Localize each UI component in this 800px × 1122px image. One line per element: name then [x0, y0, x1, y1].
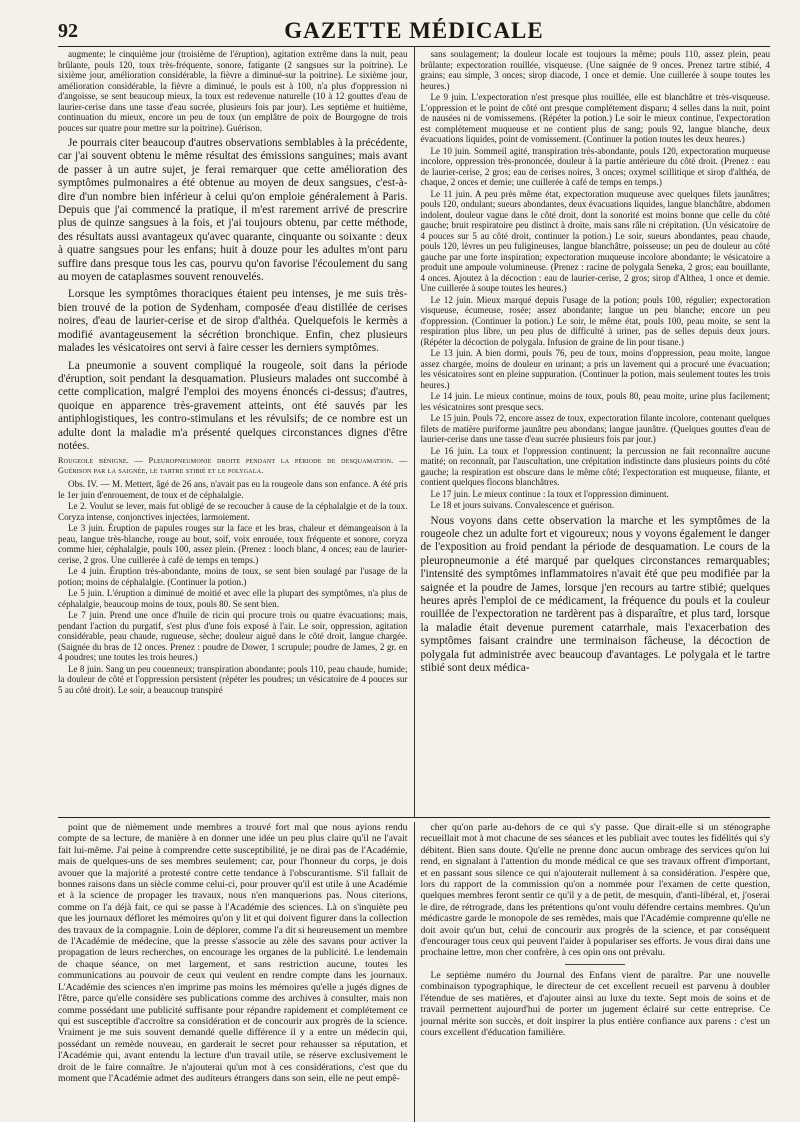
case-entry: Le 12 juin. Mieux marqué depuis l'usage de la potion; pouls 100, régulier; expectoration visqueuse, écumeuse, rosée; assez abondante; langue un peu blanche; encore un peu d'oppression. (Continuer la potion.) Le soir, le même état, pouls 100, peau moite, se sent la respiration plus libre, un peu plus de difficulté à uriner, pas de selles depuis deux jours. (Répéter la décoction de polygala. Infusion de graine de lin pour tisane.): [420, 294, 770, 347]
paragraph: augmente; le cinquième jour (troisième de l'éruption), agitation extrême dans la nuit, peau brûlante, pouls 120, toux très-fréquente, sonore, fatigante (2 sangsues sur la poitrine). Le sixième jour, amélioration considérable, la fièvre a diminué-sur la poitrine). Le sixième jour, amélioration considérable, la fièvre a diminué, le pouls est à 100, n'a plus d'oppression ni d'angoisse, se sent beaucoup mieux, la toux est redevenue naturelle (10 à 12 gouttes d'eau de laurier-cerise dans une tasse d'eau sucrée, plusieurs fois par jour). Les septième et huitième, continuation du mieux, encore un peu de toux (un emplâtre de poix de Bourgogne de trois pouces sur quatre pour mettre sur la poitrine). Guérison.: [58, 49, 408, 133]
paragraph: cher qu'on parle au-dehors de ce qui s'y passe. Que dirait-elle si un sténographe recueillait mot à mot chacune de ses séances et les publiait avec toutes les fidélités qui s'y débitent. Bien sans doute. Qu'elle ne prenne donc aucun ombrage des services qu'on lui rend, en signalant à l'attention du monde médical ce que ses travaux offrent d'important, et en passant sous silence ce qui n'ajouterait nullement à sa considération. J'espère que, lors du rapport de la commission qu'on a nommée pour l'examen de cette question, quelques membres feront sentir ce qu'il y a de petit, de mesquin, d'anti-libéral, et, j'oserai le dire, de rétrograde, dans les prétentions qu'ont voulu défendre certains membres. Qu'un médicastre garde le monopole de ses remèdes, mais que l'Académie comprenne qu'elle ne doit avoir qu'un but, celui de concourir aux progrès de la science, et par conséquent d'encourager tous ceux qui peuvent l'aider à populariser ses efforts. Je vous dirai dans une prochaine lettre, mon cher confrère, à ces opin ons ont prévalu.: [420, 822, 770, 959]
journal-title: GAZETTE MÉDICALE: [284, 18, 544, 43]
case-entry: Le 3 juin. Éruption de papules rouges sur la face et les bras, chaleur et démangeaison à la peau, langue très-blanche, rouge au bout, soif, voix enrouée, toux fréquente et sonore, coryza comme hier, céphalalgie, pouls 100, assez plein. (Prenez : looch blanc, 4 onces; eau de laurier-cerise, 2 gros. Une cuillerée à café de temps en temps.): [58, 523, 408, 565]
case-entry: sans soulagement; la douleur locale est toujours la même; pouls 110, assez plein, peau brûlante; expectoration rouillée, visqueuse. (Une saignée de 9 onces. Prenez tartre stibié, 4 grains; eau simple, 3 onces; sirop diacode, 1 once et demie. Une cuillerée à soupe toutes les heures.): [420, 49, 770, 91]
case-entry: Le 18 et jours suivans. Convalescence et guérison.: [430, 500, 615, 510]
case-entry: Le 14 juin. Le mieux continue, moins de toux, pouls 80, peau moite, urine plus facilement; les vésicatoires sont presque secs.: [420, 391, 770, 412]
article-columns: [58, 47, 770, 818]
paragraph: Lorsque les symptômes thoraciques étaient peu intenses, je me suis très-bien trouvé de la potion de Sydenham, composée d'eau distillée de cerises noires, d'eau de laurier-cerise et de sirop d'althéa. Quelquefois le kermès a modifié avantageusement la sécrétion bronchique. Enfin, chez plusieurs malades les vésicatoires ont servi à faire cesser les derniers symptômes.: [58, 288, 408, 355]
divider: [565, 964, 625, 965]
page-header: [58, 14, 770, 47]
feuilleton-section: [58, 818, 770, 1122]
case-entry: Le 9 juin. L'expectoration n'est presque plus rouillée, elle est blanchâtre et très-visqueuse. L'oppression et le point de côté ont presque complétement disparu; 4 selles dans la nuit, point de nausées ni de vomissemens. (Répéter la potion.) Le soir le mieux continue, l'expectoration est complétement muqueuse et ne contient plus de sang; pouls 92, langue blanche, deux évacuations liquides, point de vomissement. (Continuer la potion toutes les deux heures.): [420, 92, 770, 144]
case-entry: Le 7 juin. Prend une once d'huile de ricin qui procure trois ou quatre évacuations; mais, pendant l'action du purgatif, s'est plus d'une fois exposé à l'air. Le soir, oppression, agitation considérable, peau chaude, rugueuse, sèche; douleur aiguë dans le côté droit, langue chargée. (Saignée du bras de 12 onces. Prenez : poudre de Dower, 1 scrupule; poudre de James, 2 gr. en 4 poudres; une toutes les trois heures.): [58, 610, 408, 663]
case-entry: Le 2. Voulut se lever, mais fut obligé de se recoucher à cause de la céphalalgie et de la toux. Coryza intense, conjonctives injectées, larmoiement.: [58, 501, 408, 522]
case-entry: Le 8 juin. Sang un peu couenneux; transpiration abondante; pouls 110, peau chaude, humide; la douleur de côté et l'oppression persistent (répéter les poudres; un vésicatoire de 4 pouces sur 5 au côté droit). Le soir, a beaucoup transpiré: [58, 663, 408, 695]
paragraph: point que de nièmement unde membres a trouvé fort mal que nous ayions rendu compte de sa lecture, de manière à en donner une idée un peu plus claire qu'il ne l'avait fait lui-même. J'ai peine à comprendre cette susceptibilité, je ne dirai pas de l'Académie, mais de quelques-uns de ses membres seulement; car, pour l'honneur du corps, je dois avouer que la majorité a protesté contre cette tendance à l'obscurantisme. S'il fallait de bonnes raisons dans un siècle comme celui-ci, pour prouver qu'il est utile à une Académie et à la science de propager les travaux, nous n'en manquerions pas. Nous citerions, comme on l'a déjà fait, ce qui se passe à l'Académie des sciences. Là on s'inquiète peu que les journaux défloret les mémoires qu'on y lit et qui doivent figurer dans la collection des travaux de la compagnie. Loin de déplorer, comme l'a dit si heureusement un membre de l'Académie de médecine, que la presse s'associe au zèle des savans pour activer la propagation de leurs recherches, on encourage les organes de la publicité. Le lendemain de chaque séance, on met largement, et sans restriction aucune, toutes les communications au pouvoir de ceux qui veulent en rendre compte dans les journaux. L'Académie des sciences n'en imprime pas moins les mémoires qu'elle a jugés dignes de l'être, parce qu'elle considère ses publications comme des archives à consulter, mais non comme possédant une publicité suffisante pour répandre rapidement et complétement ce qui est susceptible d'accroître sa considération et de concourir aux progrès de la science. Vraiment je me suis souvent demandé quelle différence il y a entre un médecin qui, possédant un remède nouveau, en garderait le secret pour rehausser sa réputation, et l'Académie qui, avant entendu la lecture d'un travail utile, se réserve exclusivement le droit de le faire connaître. Je n'ajouterai qu'un mot à ces considérations, c'est que du moment que l'Académie admet des auditeurs étrangers dans son sein, elle ne peut empê-: [58, 822, 408, 1084]
paragraph: Le septième numéro du Journal des Enfans vient de paraître. Par une nouvelle combinaison typographique, le directeur de cet excellent recueil est parvenu à doubler l'étendue de ses matières, et d'ajouter ainsi au luxe du texte. Sept mois de soins et de travail permettent aujourd'hui de porter un jugement éclairé sur cette entreprise. Ce journal mérite son succès, et doit inspirer la plus entière confiance aux parens : c'est un cours excellent d'éducation familière.: [420, 969, 770, 1038]
case-entry: Le 4 juin. Éruption très-abondante, moins de toux, se sent bien soulagé par l'usage de la potion; moins de céphalalgie. (Continuer la potion.): [58, 566, 408, 587]
case-entry: Le 16 juin. La toux et l'oppression continuent; la percussion ne fait reconnaître aucune matité; on reconnaît, par l'auscultation, une crépitation indistincte dans plusieurs points du côté gauche; la respiration est obscure dans le même côté; l'expectoration est muqueuse, filante, et contient quelques flocons blanchâtres.: [420, 445, 770, 487]
feuilleton-right: [414, 822, 771, 1122]
case-entry: Le 17 juin. Le mieux continue : la toux et l'oppression diminuent.: [430, 488, 669, 499]
case-entry: Le 13 juin. A bien dormi, pouls 76, peu de toux, moins d'oppression, peau moite, langue assez chargée, moins de douleur en urinant; a pris un lavement qui a procuré une évacuation; les vésicatoires sont en pleine suppuration. (Continuer la potion, mais seulement toutes les trois heures.): [420, 348, 770, 390]
page-number: 92: [58, 20, 78, 42]
case-entry: Obs. IV. — M. Mettert, âgé de 26 ans, n'avait pas eu la rougeole dans son enfance. A été pris le 1er juin d'enrouement, de toux et de céphalalgie.: [58, 479, 408, 500]
case-entry: Le 10 juin. Sommeil agité, transpiration très-abondante, pouls 120, expectoration muqueuse incolore, oppression très-prononcée, douleur à la partie antérieure du côté droit. (Prenez : eau de laurier-cerise, 2 gros; eau de cerises noires, 3 onces; oxymel scillitique et sirop d'althéa, de chaque, 2 onces et demie; une cuillerée à café de temps en temps.): [420, 145, 770, 187]
case-entry: Le 15 juin. Pouls 72, encore assez de toux, expectoration filante incolore, contenant quelques filets de matière puriforme jaunâtre peu abondans; langue jaunâtre. (Quelques gouttes d'eau de laurier-cerise dans une tasse d'eau sucrée plusieurs fois par jour.): [420, 413, 770, 444]
right-column: [414, 47, 771, 817]
paragraph: La pneumonie a souvent compliqué la rougeole, soit dans la période d'éruption, soit pendant la desquamation. Plusieurs malades ont succombé à cette complication, malgré l'emploi des moyens énoncés ci-dessus; d'autres, quoique en apparence très-gravement atteints, ont été sauvés par les antiphlogistiques, les contro-stimulans et les révulsifs; de ce nombre est un adulte dont la maladie m'a présenté quelques circonstances dignes d'être notées.: [58, 359, 408, 452]
discussion-paragraph: Nous voyons dans cette observation la marche et les symptômes de la rougeole chez un adulte fort et vigoureux; nous y voyons également le danger de l'exposition au froid pendant la période de desquamation. Le cours de la pleuropneumonie a été marqué par quelques circonstances remarquables; l'intensité des symptômes inflammatoires n'avait été que peu modifiée par la saignée et la poudre de James, lorsque j'en recours au tartre stibié; quelques heures après l'emploi de ce médicament, la fréquence du pouls et la couleur rouillée de l'expectoration ne tardèrent pas à disparaître, et plus tard, lorsque la maladie était devenue purement catarrhale, mais l'exacerbation des symptômes faisant craindre une terminaison fâcheuse, la décoction de polygala fut administrée avec beaucoup d'avantages. Le polygala et le tartre stibié sont deux médica-: [420, 514, 770, 674]
feuilleton-left: [58, 822, 414, 1122]
case-entry: Le 11 juin. A peu près même état, expectoration muqueuse avec quelques filets jaunâtres; pouls 120, ondulant; sueurs abondantes, deux évacuations liquides, langue blanchâtre, abdomen indolent, douleur vague dans le côté droit, dont la sonorité est moins bonne que celle du côté gauche; bruit respiratoire peu distinct à droite, mais sans râle ni crépitation. (Un vésicatoire de 4 pouces sur 5 au côté droit, continuer la potion.) Le soir, sueurs abondantes, peau chaude, pouls 120, lèvres un peu fuligineuses, langue blanchâtre, poisseuse; un peu de douleur au côté gauche par une forte inspiration; expectoration muqueuse incolore abondante; le vésicatoire a produit une ampoule volumineuse. (Prenez : racine de polygala Seneka, 2 gros; eau bouillante, 4 onces. Ajoutez à la décoction : eau de laurier-cerise, 2 gros; sirop d'Althea, 1 once et demie. Une cuillerée à soupe toutes les heures.): [420, 188, 770, 293]
case-entry: Le 5 juin. L'éruption a diminué de moitié et avec elle la plupart des symptômes, n'a plus de céphalalgie, beaucoup moins de toux, pouls 80. Se sent bien.: [58, 588, 408, 609]
case-heading: Rougeole bénigne. — Pleuropneumonie droite pendant la période de desquamation. — Guérison par la saignée, le tartre stibié et le polygala.: [58, 456, 408, 476]
left-column: [58, 47, 414, 817]
paragraph: Je pourrais citer beaucoup d'autres observations semblables à la précédente, car j'ai souvent obtenu le même résultat des émissions sanguines; mais avant de passer à un autre sujet, je ferai remarquer que cette amélioration des symptômes pulmonaires a été obtenue au moyen de deux sangsues, c'est-à-dire d'un nombre bien inférieur à celui qu'on emploie généralement à Paris. Depuis que j'ai commencé la pratique, il m'est rarement arrivé de prescrire plus de quinze sangsues à la fois, et j'ai toujours obtenu, par cette méthode, des résultats aussi avantageux qu'avec quarante, cinquante ou soixante : deux à quatre sangsues pour les enfans; huit à douze pour les adultes m'ont paru suffire dans presque tous les cas, pourvu qu'on favorise l'écoulement du sang au moyen de cataplasmes souvent renouvelés.: [58, 137, 408, 284]
